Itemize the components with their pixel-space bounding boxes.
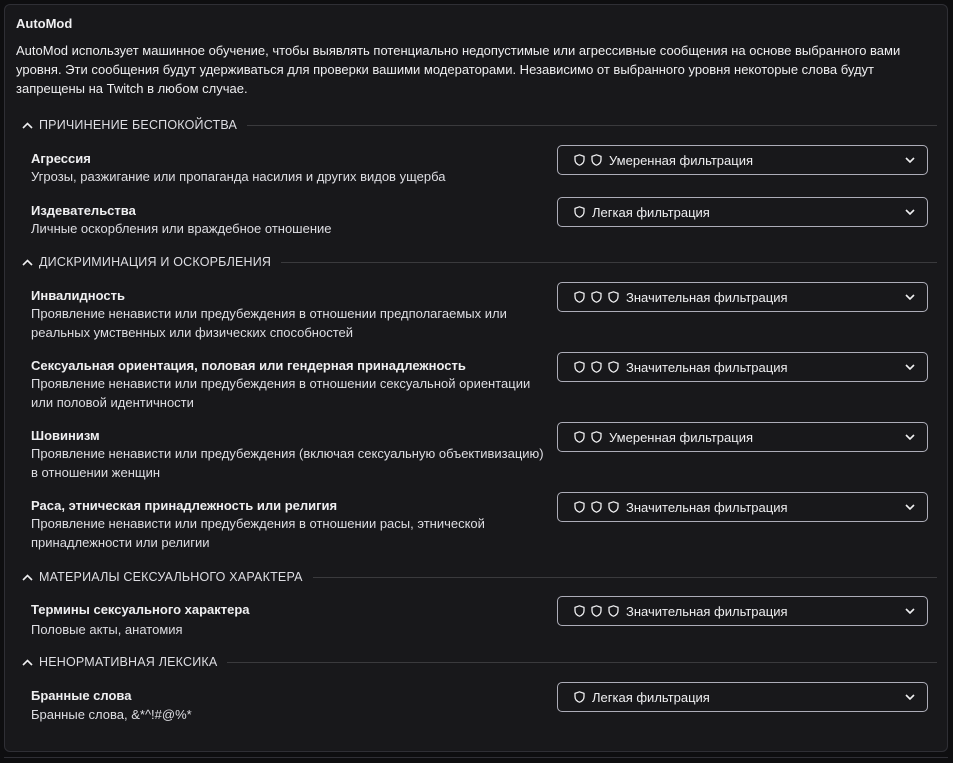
level-shields xyxy=(574,361,625,374)
chevron-down-icon xyxy=(903,290,917,304)
category-description: Проявление ненависти или предубеждения в отношении предполагаемых или реальных умственных или физических способностей xyxy=(31,306,507,340)
section-divider xyxy=(247,125,937,126)
shield-icon xyxy=(591,501,603,514)
chevron-down-icon xyxy=(903,205,917,219)
category-name: Агрессия xyxy=(31,151,91,166)
section-label: ПРИЧИНЕНИЕ БЕСПОКОЙСТВА xyxy=(39,118,238,132)
section-divider xyxy=(313,577,937,578)
category-description: Проявление ненависти или предубеждения (включая сексуальную объективизацию) в отношении женщин xyxy=(31,446,544,480)
category-name: Термины сексуального характера xyxy=(31,602,250,617)
section-label: ДИСКРИМИНАЦИЯ И ОСКОРБЛЕНИЯ xyxy=(39,255,272,269)
category-name: Раса, этническая принадлежность или религия xyxy=(31,498,338,513)
shield-icon xyxy=(591,431,603,444)
page-title: AutoMod xyxy=(16,16,73,31)
chevron-down-icon xyxy=(903,690,917,704)
chevron-up-icon[interactable] xyxy=(20,255,34,269)
chevron-down-icon xyxy=(903,360,917,374)
filter-level-select[interactable] xyxy=(557,145,928,175)
category-description: Проявление ненависти или предубеждения в отношении расы, этнической принадлежности или религии xyxy=(31,516,485,550)
filter-level-select[interactable] xyxy=(557,197,928,227)
chevron-down-icon xyxy=(903,153,917,167)
shield-icon xyxy=(574,361,586,374)
category-description: Проявление ненависти или предубеждения в отношении сексуальной ориентации или половой идентичности xyxy=(31,376,531,410)
shield-icon xyxy=(574,154,586,167)
filter-level-select[interactable] xyxy=(557,492,928,522)
category-name: Сексуальная ориентация, половая или гендерная принадлежность xyxy=(31,358,466,373)
level-shields xyxy=(574,206,591,219)
select-value: Значительная фильтрация xyxy=(626,289,788,305)
select-value: Легкая фильтрация xyxy=(592,689,710,705)
divider xyxy=(4,757,948,758)
category-name: Издевательства xyxy=(31,203,136,218)
shield-icon xyxy=(591,605,603,618)
chevron-up-icon[interactable] xyxy=(20,118,34,132)
filter-level-select[interactable] xyxy=(557,352,928,382)
category-name: Шовинизм xyxy=(31,428,100,443)
section-divider xyxy=(281,262,937,263)
section-sexual-content[interactable] xyxy=(20,568,937,586)
shield-icon xyxy=(591,361,603,374)
level-shields xyxy=(574,431,608,444)
section-label: МАТЕРИАЛЫ СЕКСУАЛЬНОГО ХАРАКТЕРА xyxy=(39,570,303,584)
category-description: Личные оскорбления или враждебное отношение xyxy=(31,221,332,236)
level-shields xyxy=(574,501,625,514)
chevron-down-icon xyxy=(903,604,917,618)
shield-icon xyxy=(591,291,603,304)
shield-icon xyxy=(574,501,586,514)
chevron-up-icon[interactable] xyxy=(20,570,34,584)
section-divider xyxy=(227,662,937,663)
level-shields xyxy=(574,605,625,618)
shield-icon xyxy=(608,291,620,304)
level-shields xyxy=(574,291,625,304)
category-description: Угрозы, разжигание или пропаганда насилия и других видов ущерба xyxy=(31,169,446,184)
filter-level-select[interactable] xyxy=(557,422,928,452)
filter-level-select[interactable] xyxy=(557,596,928,626)
shield-icon xyxy=(574,431,586,444)
category-name: Бранные слова xyxy=(31,688,132,703)
shield-icon xyxy=(608,361,620,374)
category-description: Половые акты, анатомия xyxy=(31,622,183,637)
select-value: Значительная фильтрация xyxy=(626,499,788,515)
select-value: Значительная фильтрация xyxy=(626,359,788,375)
select-value: Умеренная фильтрация xyxy=(609,152,754,168)
shield-icon xyxy=(608,605,620,618)
select-value: Умеренная фильтрация xyxy=(609,429,754,445)
level-shields xyxy=(574,154,608,167)
section-discrimination[interactable] xyxy=(20,253,937,271)
chevron-down-icon xyxy=(903,430,917,444)
section-harassment[interactable] xyxy=(20,116,937,134)
level-shields xyxy=(574,691,591,704)
chevron-up-icon[interactable] xyxy=(20,655,34,669)
category-name: Инвалидность xyxy=(31,288,125,303)
category-description: Бранные слова, &*^!#@%* xyxy=(31,707,192,722)
section-profanity[interactable] xyxy=(20,653,937,671)
section-label: НЕНОРМАТИВНАЯ ЛЕКСИКА xyxy=(39,655,218,669)
page-description: AutoMod использует машинное обучение, чтобы выявлять потенциально недопустимые или агрессивные сообщения на основе выбранного вами уровня. Эти сообщения будут удерживаться для проверки вашими модераторами. Независимо от выбранного уровня некоторые слова будут запрещены на Twitch в любом случае. xyxy=(16,43,901,96)
shield-icon xyxy=(608,501,620,514)
select-value: Значительная фильтрация xyxy=(626,603,788,619)
shield-icon xyxy=(574,605,586,618)
filter-level-select[interactable] xyxy=(557,282,928,312)
chevron-down-icon xyxy=(903,500,917,514)
shield-icon xyxy=(574,291,586,304)
filter-level-select[interactable] xyxy=(557,682,928,712)
shield-icon xyxy=(591,154,603,167)
shield-icon xyxy=(574,691,586,704)
shield-icon xyxy=(574,206,586,219)
select-value: Легкая фильтрация xyxy=(592,204,710,220)
